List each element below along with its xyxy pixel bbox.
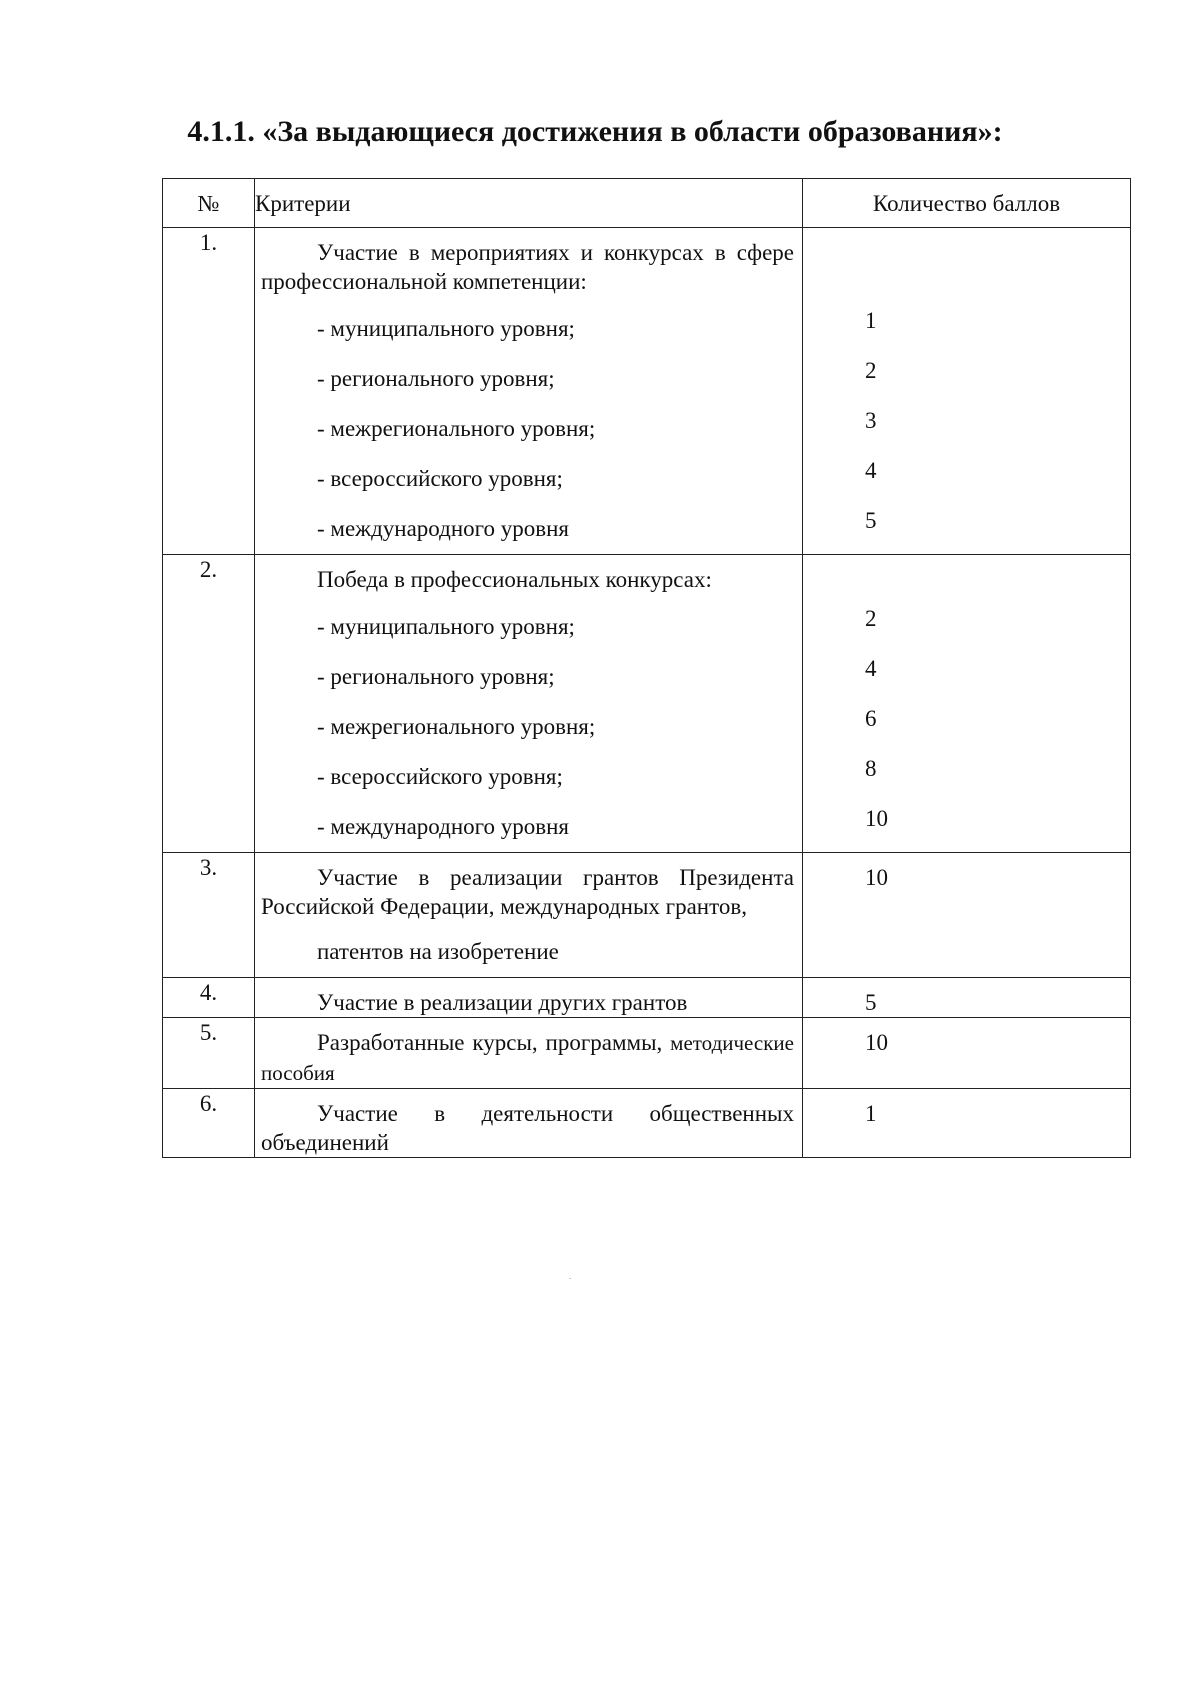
table-row <box>163 555 1131 853</box>
row-number: 4. <box>163 978 255 1018</box>
points-value: 4 <box>865 656 877 681</box>
row-number: 3. <box>163 853 255 978</box>
points-spacer <box>803 228 1130 296</box>
points-value: 6 <box>865 706 877 731</box>
criterion-cell <box>255 1089 803 1158</box>
points-value: 8 <box>865 756 877 781</box>
points-value: 5 <box>865 990 877 1015</box>
level-label: - всероссийского уровня; <box>317 764 563 789</box>
criterion-cell <box>255 555 803 853</box>
row-number: 5. <box>163 1018 255 1089</box>
row-number: 2. <box>163 555 255 853</box>
points-value: 10 <box>865 1030 888 1055</box>
table-row <box>163 978 1131 1018</box>
criterion-cell <box>255 228 803 555</box>
criterion-text: Участие в реализации других грантов <box>317 990 688 1015</box>
points-cell <box>803 978 1131 1018</box>
criterion-text: Победа в профессиональных конкурсах: <box>317 567 712 592</box>
criterion-tail: методические пособия <box>261 1031 794 1085</box>
points-value: 10 <box>865 806 888 831</box>
header-points: Количество баллов <box>803 179 1131 228</box>
level-label: - международного уровня <box>317 814 569 839</box>
table-header-row <box>163 179 1131 228</box>
page-title: 4.1.1. «За выдающиеся достижения в области образования»: <box>187 115 1003 148</box>
criterion-text: Участие в мероприятиях и конкурсах в сфере профессиональной компетенции: <box>261 240 794 294</box>
criterion-cell <box>255 1018 803 1089</box>
level-label: - межрегионального уровня; <box>317 416 596 441</box>
criterion-text: Участие в деятельности общественных объединений <box>261 1101 794 1155</box>
row-number: 6. <box>163 1089 255 1158</box>
level-label: - регионального уровня; <box>317 366 555 391</box>
criterion-block <box>255 1018 802 1088</box>
criterion-continued: патентов на изобретение <box>317 939 559 964</box>
points-spacer <box>803 555 1130 594</box>
level-label: - регионального уровня; <box>317 664 555 689</box>
level-label: - межрегионального уровня; <box>317 714 596 739</box>
criterion-text: Разработанные курсы, программы, <box>317 1030 663 1055</box>
scan-speck <box>569 1278 571 1279</box>
points-value: 10 <box>865 865 888 890</box>
criterion-text: Участие в реализации грантов Президента Российской Федерации, международных грантов, <box>261 865 794 919</box>
row-number: 1. <box>163 228 255 555</box>
points-value: 3 <box>865 408 877 433</box>
points-value: 1 <box>865 1101 877 1126</box>
level-label: - международного уровня <box>317 516 569 541</box>
level-label: - муниципального уровня; <box>317 614 575 639</box>
criteria-table <box>162 178 1131 1158</box>
table-row <box>163 228 1131 555</box>
points-cell <box>803 853 1131 978</box>
points-cell <box>803 1089 1131 1158</box>
criterion-cell <box>255 853 803 978</box>
table-row <box>163 853 1131 978</box>
points-value: 2 <box>865 358 877 383</box>
table-row <box>163 1018 1131 1089</box>
points-cell <box>803 555 1131 853</box>
points-value: 5 <box>865 508 877 533</box>
points-cell <box>803 1018 1131 1089</box>
level-label: - всероссийского уровня; <box>317 466 563 491</box>
points-value: 1 <box>865 308 877 333</box>
points-cell <box>803 228 1131 555</box>
points-value: 2 <box>865 606 877 631</box>
table-row <box>163 1089 1131 1158</box>
header-number: № <box>163 179 255 228</box>
level-label: - муниципального уровня; <box>317 316 575 341</box>
header-criteria: Критерии <box>255 179 803 228</box>
points-value: 4 <box>865 458 877 483</box>
criterion-cell <box>255 978 803 1018</box>
